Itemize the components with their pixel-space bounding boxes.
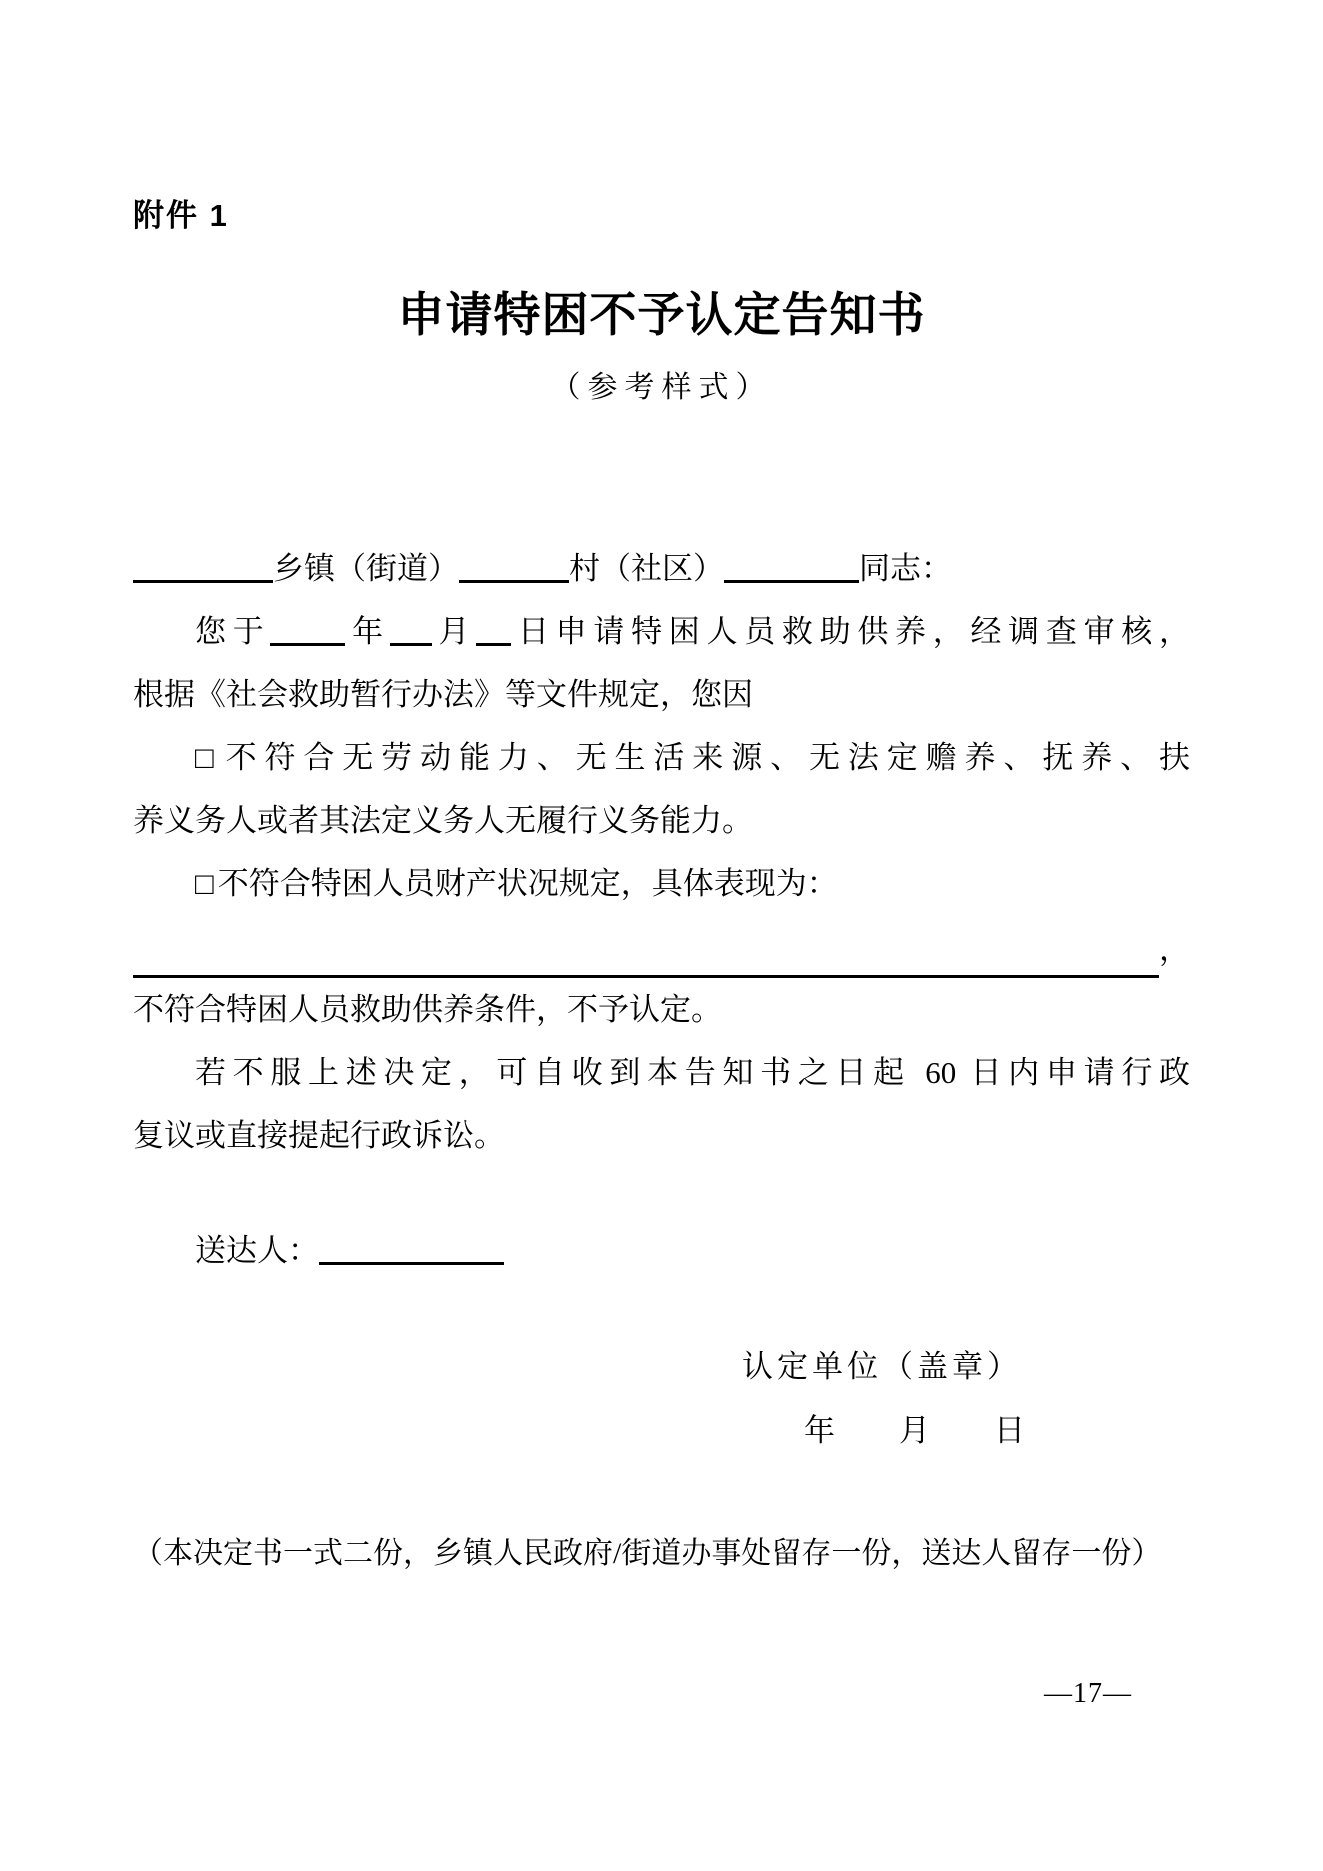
- checkbox-icon: □: [195, 740, 214, 775]
- village-label: 村（社区）: [569, 551, 724, 586]
- signature-date-line: [742, 1406, 1025, 1456]
- deliverer-label: 送达人：: [195, 1233, 319, 1268]
- deliverer-line: [133, 1219, 1252, 1282]
- conclusion-text: 不符合特困人员救助供养条件，不予认定。: [133, 992, 722, 1027]
- page-number: —17—: [1044, 1678, 1132, 1709]
- deliverer-name-blank: [319, 1228, 504, 1265]
- condition2-text: 不符合特困人员财产状况规定，具体表现为：: [217, 866, 838, 901]
- signature-year-label: 年: [804, 1413, 835, 1448]
- application-rest-text: 日申请特困人员救助供养，经调查审核，: [511, 614, 1191, 649]
- day-blank: [476, 609, 511, 646]
- village-name-blank: [459, 546, 569, 583]
- appeal-text-part1: 若不服上述决定，可自收到本告知书之日起 60 日内申请行政: [195, 1055, 1190, 1090]
- checkbox-icon: □: [195, 866, 214, 901]
- township-label: 乡镇（街道）: [273, 551, 459, 586]
- signature-day-label: 日: [994, 1413, 1025, 1448]
- legal-basis-line: [133, 663, 1190, 726]
- condition1-text-part1: 不符合无劳动能力、无生活来源、无法定赡养、抚养、扶: [217, 740, 1190, 775]
- month-blank: [390, 609, 432, 646]
- condition1-line2: [133, 789, 1190, 852]
- condition2-line1: [133, 852, 1190, 915]
- signature-month-label: 月: [899, 1413, 930, 1448]
- year-blank: [270, 609, 345, 646]
- application-intro-text: 您于: [195, 614, 271, 649]
- condition1-line1: [133, 726, 1190, 789]
- comrade-name-blank: [724, 546, 859, 583]
- certifying-unit-label: 认定单位（盖章）: [742, 1349, 1022, 1384]
- township-name-blank: [133, 546, 273, 583]
- comrade-label: 同志：: [859, 551, 952, 586]
- document-body: [133, 537, 1190, 1167]
- signature-block: [742, 1342, 1025, 1456]
- attachment-label: 附件 1: [133, 198, 229, 233]
- details-blank-line: [133, 915, 1190, 978]
- year-label: 年: [345, 614, 390, 649]
- appeal-text-part2: 复议或直接提起行政诉讼。: [133, 1118, 505, 1153]
- application-date-line: [133, 600, 1190, 663]
- legal-basis-text: 根据《社会救助暂行办法》等文件规定，您因: [133, 677, 753, 712]
- appeal-line1: [133, 1041, 1190, 1104]
- month-label: 月: [431, 614, 477, 649]
- conclusion-line: [133, 978, 1190, 1041]
- condition1-text-part2: 养义务人或者其法定义务人无履行义务能力。: [133, 803, 753, 838]
- document-title: 申请特困不予认定告知书: [397, 288, 926, 341]
- copies-footnote: （本决定书一式二份，乡镇人民政府/街道办事处留存一份，送达人留存一份）: [133, 1537, 1162, 1570]
- details-blank-comma: ，: [1159, 932, 1190, 967]
- salutation-line: [133, 537, 1190, 600]
- document-subtitle: （参考样式）: [550, 371, 773, 404]
- appeal-line2: [133, 1104, 1190, 1167]
- details-blank: [133, 925, 1159, 978]
